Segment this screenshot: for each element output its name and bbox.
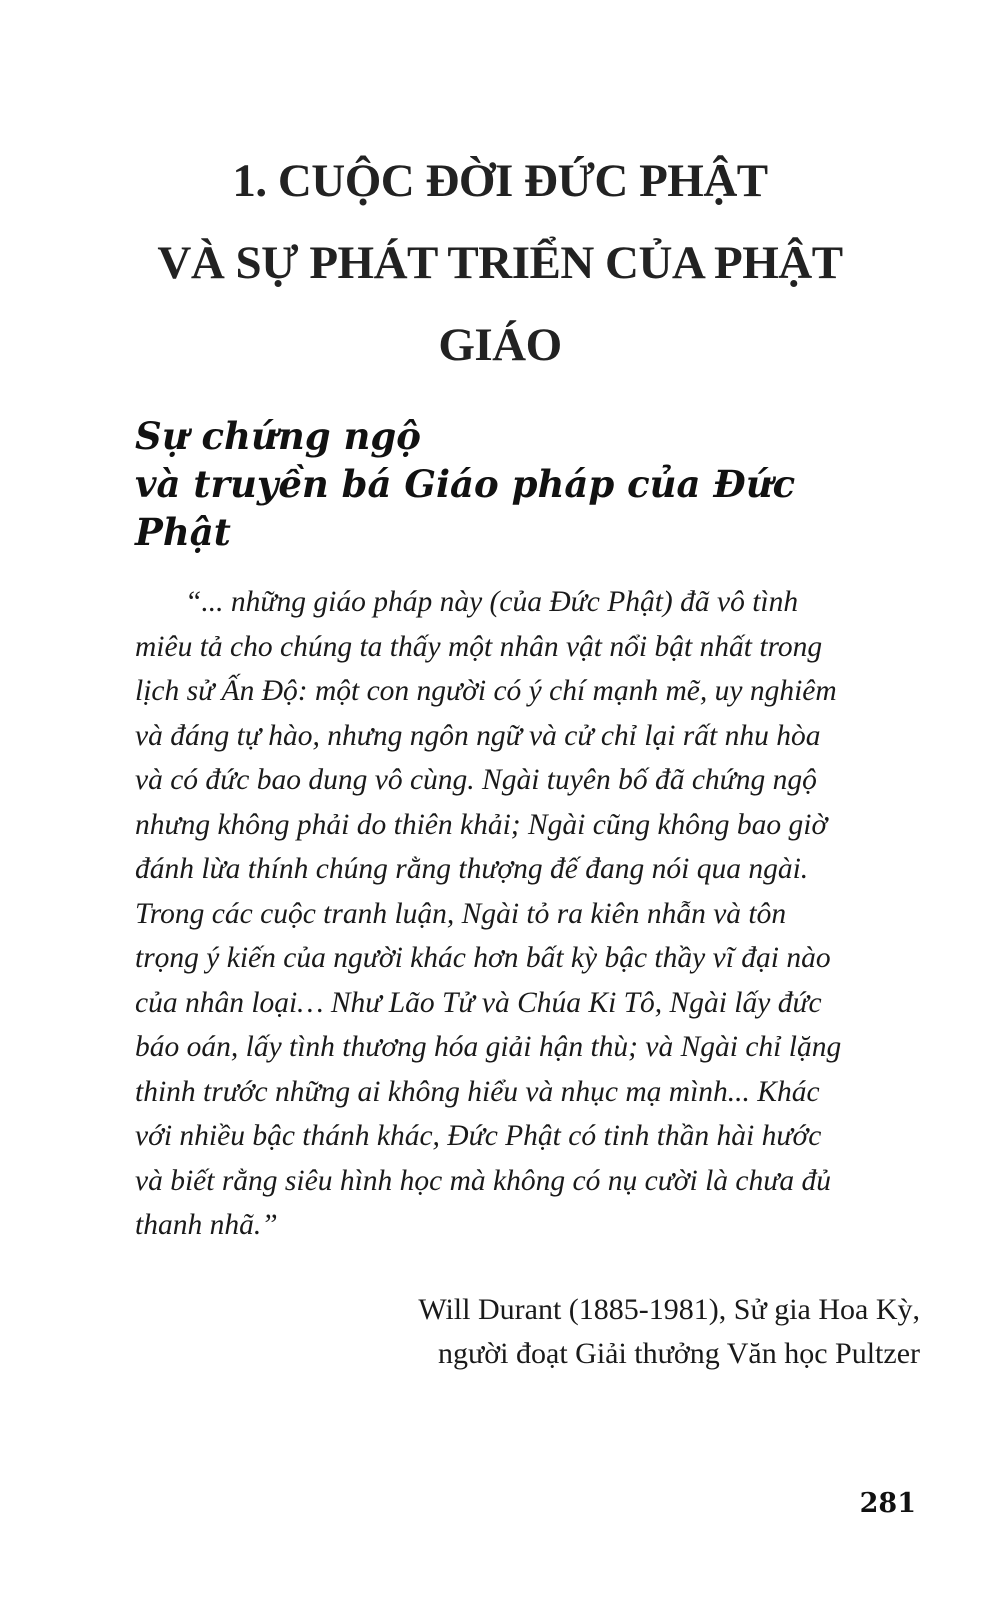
- quote-line: thanh nhã.”: [135, 1209, 278, 1241]
- section-heading-line: Sự chứng ngộ: [135, 414, 421, 458]
- quote-line: lịch sử Ấn Độ: một con người có ý chí mạnh mẽ, uy nghiêm: [135, 675, 837, 707]
- quote-line: và biết rằng siêu hình học mà không có nụ cười là chưa đủ: [135, 1164, 831, 1197]
- section-heading-line: Phật: [135, 510, 231, 554]
- quote-line: đánh lừa thính chúng rằng thượng đế đang nói qua ngài.: [135, 853, 809, 885]
- epigraph-quote: [135, 580, 905, 1248]
- quote-line: nhưng không phải do thiên khải; Ngài cũng không bao giờ: [135, 808, 828, 841]
- quote-line: báo oán, lấy tình thương hóa giải hận thù; và Ngài chỉ lặng: [135, 1031, 842, 1063]
- quote-line: và đáng tự hào, nhưng ngôn ngữ và cử chỉ lại rất nhu hòa: [135, 719, 821, 752]
- section-heading-line: và truyền bá Giáo pháp của Đức: [135, 462, 796, 506]
- quote-line: “... những giáo pháp này (của Đức Phật) đã vô tình: [185, 586, 799, 618]
- quote-attribution: [300, 1288, 920, 1376]
- quote-line: trọng ý kiến của người khác hơn bất kỳ bậc thầy vĩ đại nào: [135, 942, 831, 974]
- attribution-line: người đoạt Giải thưởng Văn học Pultzer: [438, 1337, 920, 1370]
- quote-line: miêu tả cho chúng ta thấy một nhân vật nổi bật nhất trong: [135, 630, 823, 663]
- page-number: 281: [859, 1488, 916, 1519]
- quote-line: với nhiều bậc thánh khác, Đức Phật có tinh thần hài hước: [135, 1120, 822, 1152]
- chapter-title-line: VÀ SỰ PHÁT TRIỂN CỦA PHẬT: [157, 237, 843, 289]
- quote-line: của nhân loại… Như Lão Tử và Chúa Ki Tô, Ngài lấy đức: [135, 986, 822, 1019]
- chapter-title: [120, 140, 880, 386]
- chapter-title-line: GIÁO: [438, 319, 562, 371]
- quote-line: Trong các cuộc tranh luận, Ngài tỏ ra kiên nhẫn và tôn: [135, 897, 787, 930]
- quote-line: thinh trước những ai không hiểu và nhục mạ mình... Khác: [135, 1075, 820, 1108]
- chapter-title-line: 1. CUỘC ĐỜI ĐỨC PHẬT: [232, 155, 768, 207]
- attribution-line: Will Durant (1885-1981), Sử gia Hoa Kỳ,: [418, 1293, 920, 1326]
- section-heading: [135, 412, 895, 556]
- quote-line: và có đức bao dung vô cùng. Ngài tuyên bố đã chứng ngộ: [135, 764, 817, 796]
